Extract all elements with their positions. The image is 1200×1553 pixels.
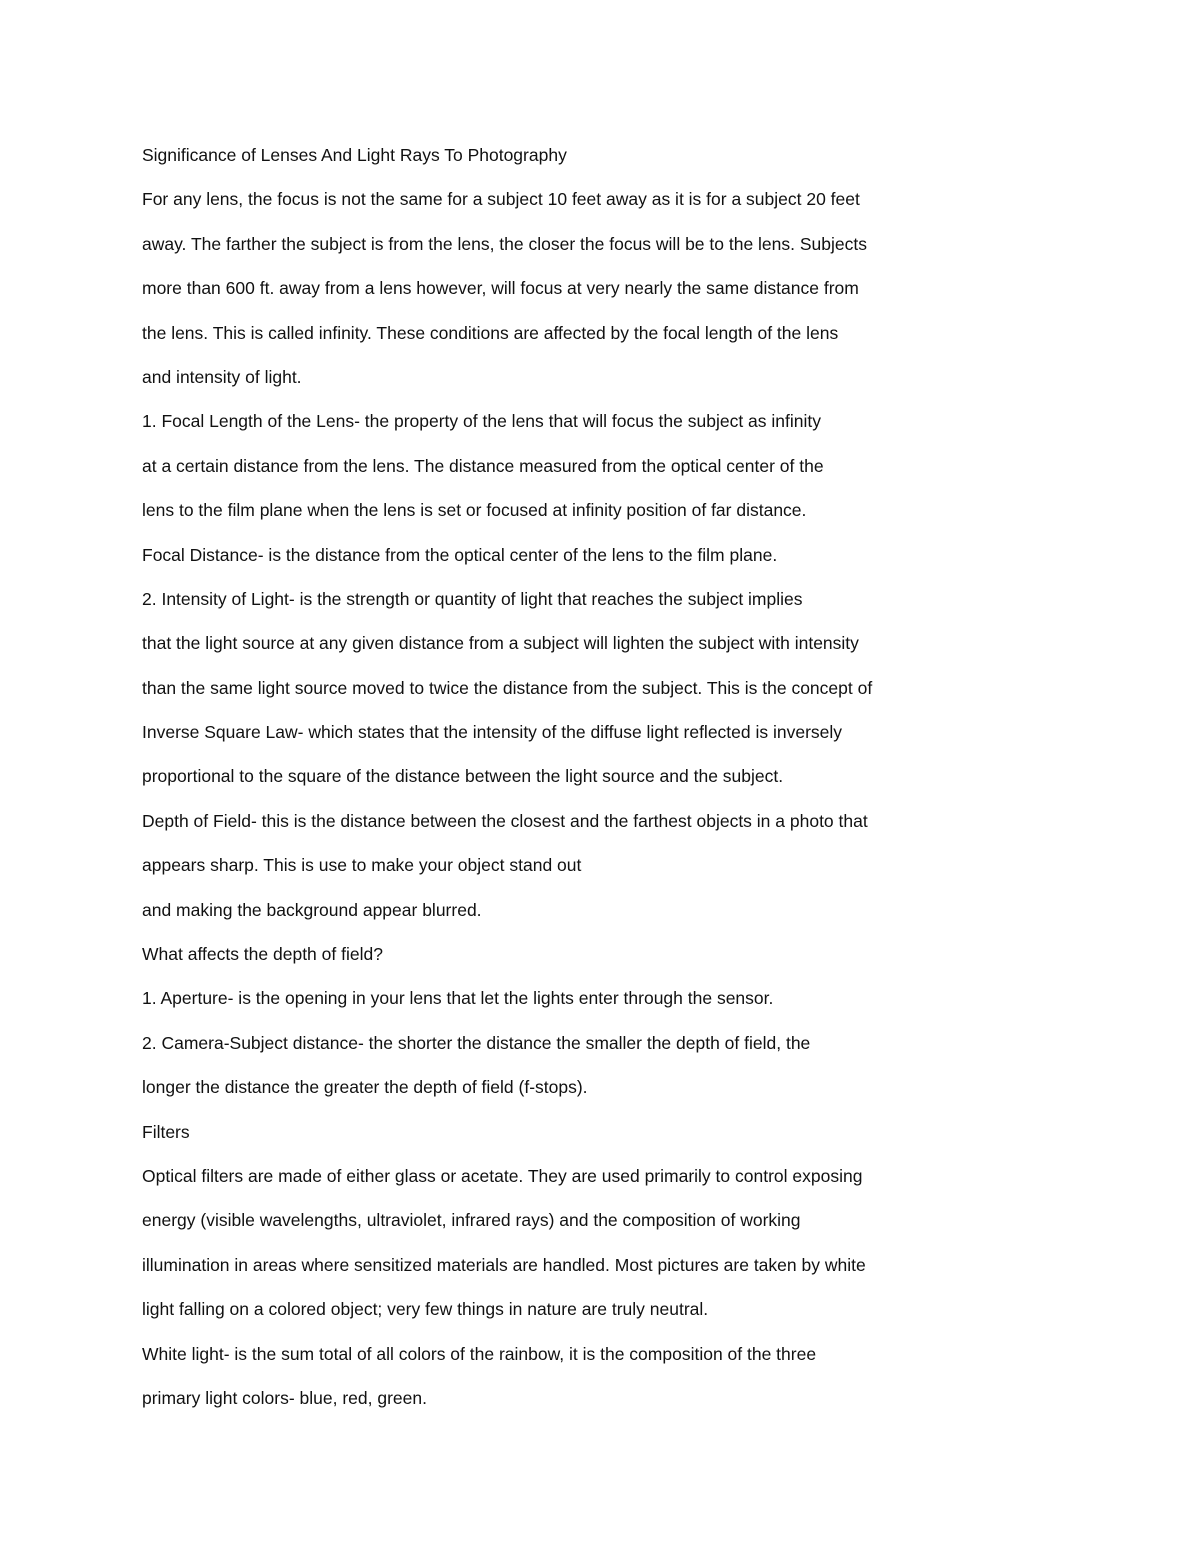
text-line: than the same light source moved to twice the distance from the subject. This is the concept of [142,677,873,698]
text-line: and making the background appear blurred. [142,899,482,920]
text-line: For any lens, the focus is not the same for a subject 10 feet away as it is for a subject 20 feet [142,189,860,210]
text-line: Inverse Square Law- which states that the intensity of the diffuse light reflected is inversely [142,722,843,743]
text-line: White light- is the sum total of all colors of the rainbow, it is the composition of the three [142,1343,817,1364]
text-line: proportional to the square of the distance between the light source and the subject. [142,766,784,787]
section-heading-filters: Filters [142,1121,190,1142]
text-line: Depth of Field- this is the distance between the closest and the farthest objects in a photo that [142,810,868,831]
text-line: light falling on a colored object; very few things in nature are truly neutral. [142,1299,709,1320]
text-line: at a certain distance from the lens. The distance measured from the optical center of the [142,455,824,476]
text-line: longer the distance the greater the depth of field (f-stops). [142,1077,588,1098]
text-line: energy (visible wavelengths, ultraviolet, infrared rays) and the composition of working [142,1210,801,1231]
text-line: illumination in areas where sensitized materials are handled. Most pictures are taken by white [142,1254,866,1275]
text-line: What affects the depth of field? [142,944,383,965]
text-line: 2. Camera-Subject distance- the shorter the distance the smaller the depth of field, the [142,1032,811,1053]
text-line: lens to the film plane when the lens is set or focused at infinity position of far distance. [142,500,807,521]
text-line: 1. Aperture- is the opening in your lens that let the lights enter through the sensor. [142,988,774,1009]
text-line: more than 600 ft. away from a lens however, will focus at very nearly the same distance from [142,278,859,299]
document-title: Significance of Lenses And Light Rays To Photography [142,145,567,165]
text-line: Optical filters are made of either glass or acetate. They are used primarily to control exposing [142,1165,863,1186]
text-line: Focal Distance- is the distance from the optical center of the lens to the film plane. [142,544,778,565]
text-line: that the light source at any given distance from a subject will lighten the subject with intensity [142,633,859,654]
text-line: primary light colors- blue, red, green. [142,1387,427,1408]
document-body [142,137,1042,1424]
text-line: the lens. This is called infinity. These conditions are affected by the focal length of the lens [142,322,839,343]
text-line: and intensity of light. [142,366,302,387]
text-line: 2. Intensity of Light- is the strength or quantity of light that reaches the subject implies [142,588,803,609]
text-line: 1. Focal Length of the Lens- the property of the lens that will focus the subject as infinity [142,411,821,432]
text-line: away. The farther the subject is from the lens, the closer the focus will be to the lens. Subjects [142,233,867,254]
text-line: appears sharp. This is use to make your object stand out [142,855,582,876]
